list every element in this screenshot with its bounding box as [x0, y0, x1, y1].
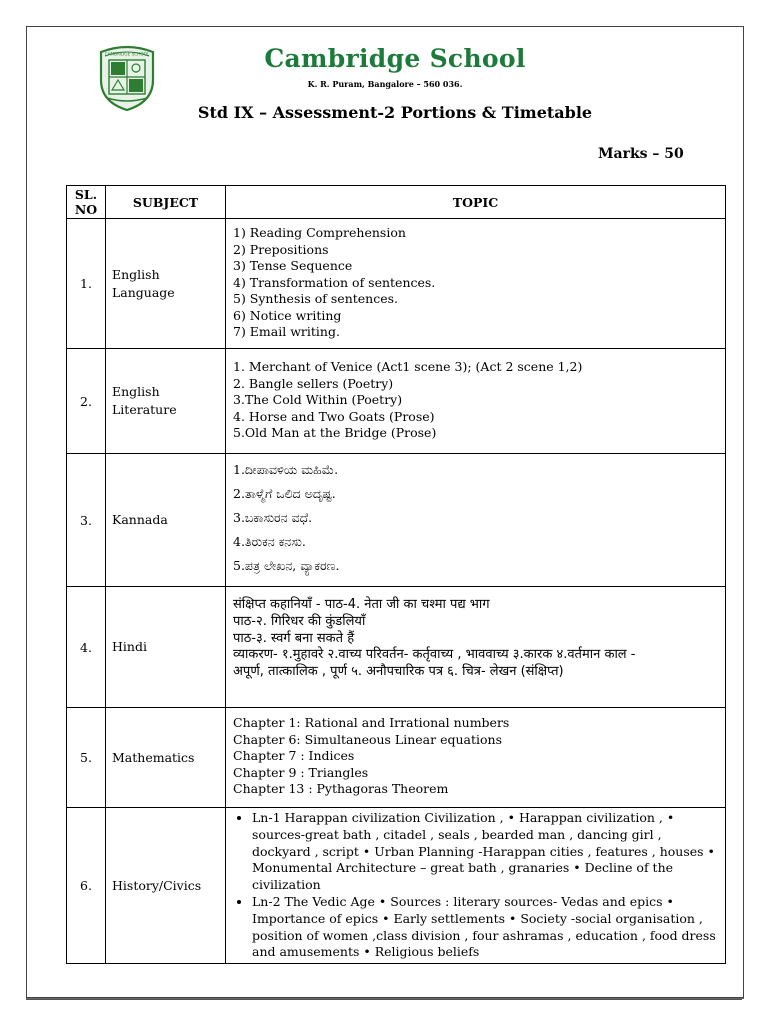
row-sl-no: 3.	[67, 454, 106, 587]
topic-line: 3) Tense Sequence	[233, 258, 353, 273]
topic-line: व्याकरण- १.मुहावरे २.वाच्य परिवर्तन- कर्तृवाच्य , भाववाच्य ३.कारक ४.वर्तमान काल -	[233, 647, 636, 663]
document-title: Std IX – Assessment-2 Portions & Timetable	[197, 103, 593, 122]
topic-line: 5.Old Man at the Bridge (Prose)	[233, 425, 437, 440]
row-subject: History/Civics	[106, 808, 226, 964]
row-sl-no: 2.	[67, 349, 106, 454]
topic-line: Chapter 1: Rational and Irrational numbers	[233, 715, 510, 730]
row-subject: Kannada	[106, 454, 226, 587]
table-row	[67, 219, 726, 349]
topic-line: Chapter 9 : Triangles	[233, 764, 369, 780]
row-subject: English Language	[106, 219, 226, 349]
row-sl-no: 5.	[67, 708, 106, 808]
topic-line: Chapter 6: Simultaneous Linear equations	[233, 731, 502, 747]
portions-table	[66, 185, 726, 964]
header-subject: SUBJECT	[106, 186, 226, 219]
marks-label: Marks – 50	[598, 146, 684, 162]
topic-line: 5) Synthesis of sentences.	[233, 291, 398, 306]
topic-line: 2. Bangle sellers (Poetry)	[233, 375, 394, 391]
row-topics	[226, 808, 726, 964]
table-header-row	[67, 186, 726, 219]
topic-line: संक्षिप्त कहानियाँ - पाठ-4. नेता जी का चश्मा पद्य भाग	[233, 597, 490, 612]
topic-bullet: • Ln-1 Harappan civilization Civilization , • Harappan civilization , • sources-great bath , citadel , seals , bearded man , dancing girl , dockyard , script • Urban Planning -Harappan cities , features , houses • Monumental Architecture – great bath , granaries • Decline of the civilization	[252, 810, 719, 894]
school-name: Cambridge School	[264, 44, 526, 73]
table-row	[67, 454, 726, 587]
table-row	[67, 349, 726, 454]
row-topics	[226, 219, 726, 349]
topic-line: 5.ಪತ್ರ ಲೇಖನ, ವ್ಯಾಕರಣ.	[233, 558, 340, 573]
topic-line: अपूर्ण, तात्कालिक , पूर्ण ५. अनौपचारिक पत्र ६. चित्र- लेखन (संक्षिप्त)	[233, 664, 564, 680]
table-row	[67, 708, 726, 808]
topic-line: 4) Transformation of sentences.	[233, 274, 436, 290]
topic-line: 4. Horse and Two Goats (Prose)	[233, 408, 435, 424]
table-row	[67, 808, 726, 964]
topic-line: पाठ-३. स्वर्ग बना सकते हैं	[233, 630, 355, 646]
topic-line: 3.ಬಕಾಸುರನ ವಧೆ.	[233, 510, 313, 525]
table-row	[67, 587, 726, 708]
row-topics	[226, 349, 726, 454]
row-sl-no: 6.	[67, 808, 106, 964]
row-topics	[226, 454, 726, 587]
svg-text:CAMBRIDGE SCHOOL: CAMBRIDGE SCHOOL	[104, 51, 150, 57]
bottom-rule	[26, 999, 742, 1000]
topic-bullet-list	[228, 810, 719, 961]
topic-line: Chapter 7 : Indices	[233, 748, 355, 763]
topic-line: 3.The Cold Within (Poetry)	[233, 392, 403, 407]
topic-bullet: • Ln-2 The Vedic Age • Sources : literary sources- Vedas and epics • Importance of epics • Early settlements • Society -social organisation , position of women ,class division , four ashramas , education , food dress and amusements • Religious beliefs	[252, 894, 719, 961]
topic-line: Chapter 13 : Pythagoras Theorem	[233, 781, 449, 796]
row-sl-no: 1.	[67, 219, 106, 349]
topic-line: 7) Email writing.	[233, 324, 340, 339]
row-subject: Hindi	[106, 587, 226, 708]
row-subject: English Literature	[106, 349, 226, 454]
topic-line: 4.ತಿರುಕನ ಕನಸು.	[233, 534, 306, 549]
header-sl-no: SL. NO	[67, 186, 106, 219]
row-topics	[226, 587, 726, 708]
row-topics	[226, 708, 726, 808]
topic-line: 2.ತಾಳ್ಮೆಗೆ ಒಲಿದ ಅದೃಷ್ಟ.	[233, 486, 336, 501]
row-subject: Mathematics	[106, 708, 226, 808]
topic-line: 1. Merchant of Venice (Act1 scene 3); (Act 2 scene 1,2)	[233, 359, 583, 374]
school-address: K. R. Puram, Bangalore – 560 036.	[307, 79, 463, 89]
row-sl-no: 4.	[67, 587, 106, 708]
topic-line: 1) Reading Comprehension	[233, 225, 406, 240]
header-topic: TOPIC	[226, 186, 726, 219]
topic-line: 2) Prepositions	[233, 241, 329, 257]
topic-line: 6) Notice writing	[233, 307, 342, 323]
topic-line: पाठ-२. गिरिधर की कुंडलियाँ	[233, 613, 366, 629]
topic-line: 1.ದೀಪಾವಳಿಯ ಮಹಿಮೆ.	[233, 462, 339, 477]
